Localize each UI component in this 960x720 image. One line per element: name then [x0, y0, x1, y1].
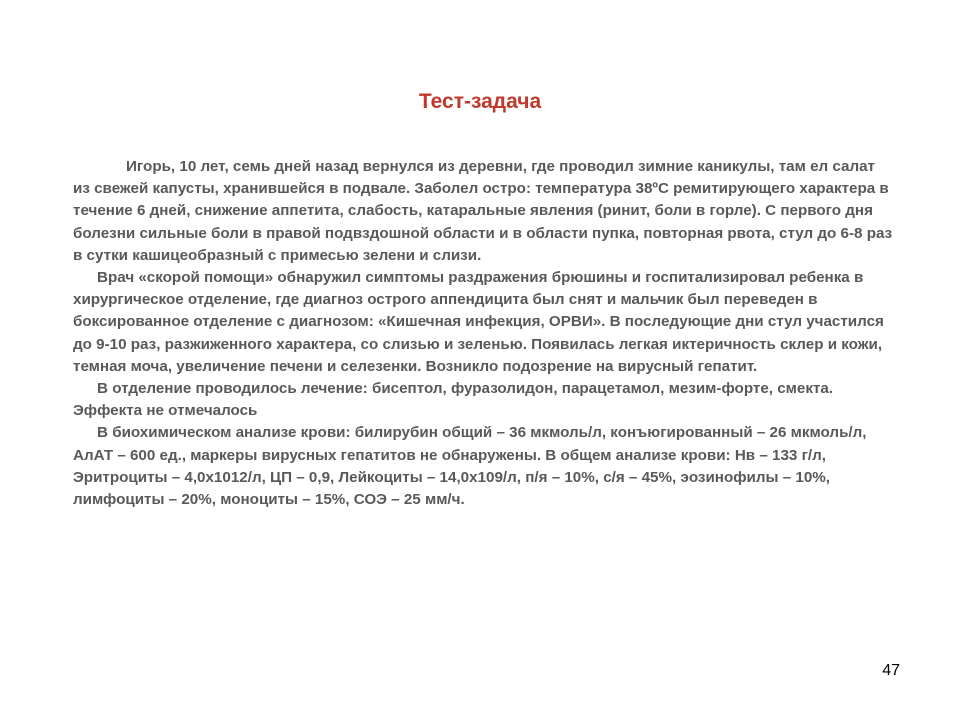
- case-description: [73, 156, 893, 511]
- paragraph-hospitalization: Врач «скорой помощи» обнаружил симптомы раздражения брюшины и госпитализировал ребенка в хирургическое отделение, где диагноз острого аппендицита был снят и мальчик был переведен в боксированное отделение с диагнозом: «Кишечная инфекция, ОРВИ». В последующие дни стул участился до 9-10 раз, разжиженного характера, со слизью и зеленью. Появилась легкая иктеричность склер и кожи, темная моча, увеличение печени и селезенки. Возникло подозрение на вирусный гепатит.: [73, 269, 884, 375]
- page-number: 47: [882, 662, 900, 679]
- slide-title: Тест-задача: [418, 90, 542, 113]
- paragraph-treatment: В отделение проводилось лечение: бисептол, фуразолидон, парацетамол, мезим-форте, смекта. Эффекта не отмечалось: [73, 380, 834, 420]
- paragraph-patient-history: Игорь, 10 лет, семь дней назад вернулся из деревни, где проводил зимние каникулы, там ел салат из свежей капусты, хранившейся в подвале. Заболел остро: температура 38ºС ремитирующего характера в течение 6 дней, снижение аппетита, слабость, катаральные явления (ринит, боли в горле). С первого дня болезни сильные боли в правой подвздошной области и в области пупка, повторная рвота, стул до 6-8 раз в сутки кашицеобразный с примесью зелени и слизи.: [73, 158, 893, 264]
- paragraph-lab-results: В биохимическом анализе крови: билирубин общий – 36 мкмоль/л, конъюгированный – 26 мкмоль/л, АлАТ – 600 ед., маркеры вирусных гепатитов не обнаружены. В общем анализе крови: Нв – 133 г/л, Эритроциты – 4,0х1012/л, ЦП – 0,9, Лейкоциты – 14,0х109/л, п/я – 10%, с/я – 45%, эозинофилы – 10%, лимфоциты – 20%, моноциты – 15%, СОЭ – 25 мм/ч.: [73, 424, 867, 509]
